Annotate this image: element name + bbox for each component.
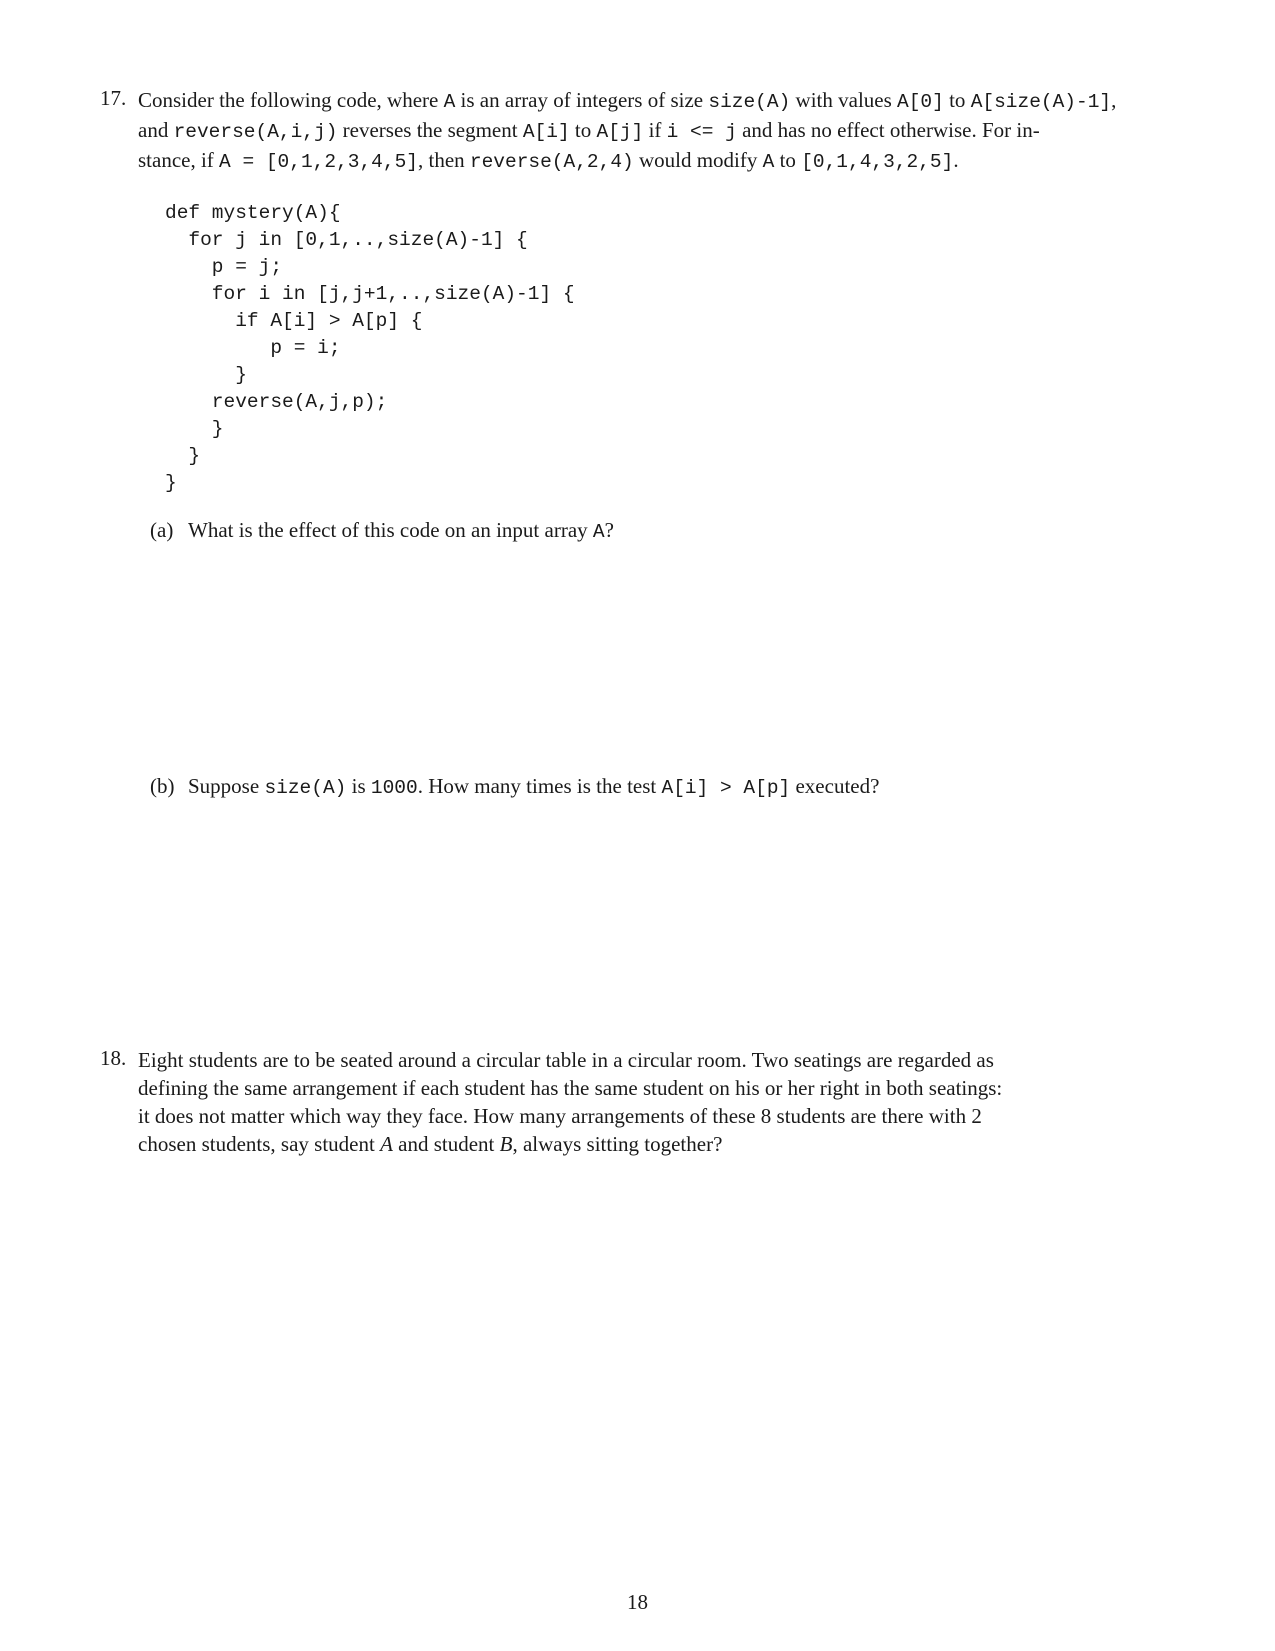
problem-statement — [138, 86, 1185, 176]
statement-line-3: stance, if A = [0,1,2,3,4,5], then reverse(A,2,4) would modify A to [0,1,4,3,2,5]. — [138, 148, 959, 173]
statement-line-4: chosen students, say student A and student B, always sitting together? — [138, 1132, 723, 1156]
part-b-label: (b) — [150, 774, 175, 798]
statement-line-3: it does not matter which way they face. How many arrangements of these 8 students are there with 2 — [138, 1104, 982, 1128]
problem-17 — [100, 86, 1185, 176]
statement-line-1: Consider the following code, where A is an array of integers of size size(A) with values A[0] to A[size(A)-1], — [138, 88, 1117, 113]
statement-line-2: and reverse(A,i,j) reverses the segment A[i] to A[j] if i <= j and has no effect otherwise. For in- — [138, 118, 1040, 143]
problem-number: 17. — [100, 86, 127, 110]
part-b-question: Suppose size(A) is 1000. How many times is the test A[i] > A[p] executed? — [188, 774, 880, 799]
page-number: 18 — [627, 1590, 648, 1614]
problem-18 — [100, 1046, 1185, 1158]
part-a-question: What is the effect of this code on an input array A? — [188, 518, 614, 543]
statement-line-1: Eight students are to be seated around a circular table in a circular room. Two seatings are regarded as — [138, 1048, 994, 1072]
part-b — [150, 772, 879, 802]
problem-number: 18. — [100, 1046, 127, 1070]
part-a — [150, 516, 614, 546]
code-listing: def mystery(A){ for j in [0,1,..,size(A)-1] { p = j; for i in [j,j+1,..,size(A)-1] { if A[i] > A[p] { p = i; } reverse(A,j,p); } } } — [165, 202, 575, 494]
statement-line-2: defining the same arrangement if each student has the same student on his or her right in both seatings: — [138, 1076, 1003, 1100]
part-a-label: (a) — [150, 518, 174, 542]
problem-statement — [138, 1046, 1185, 1158]
